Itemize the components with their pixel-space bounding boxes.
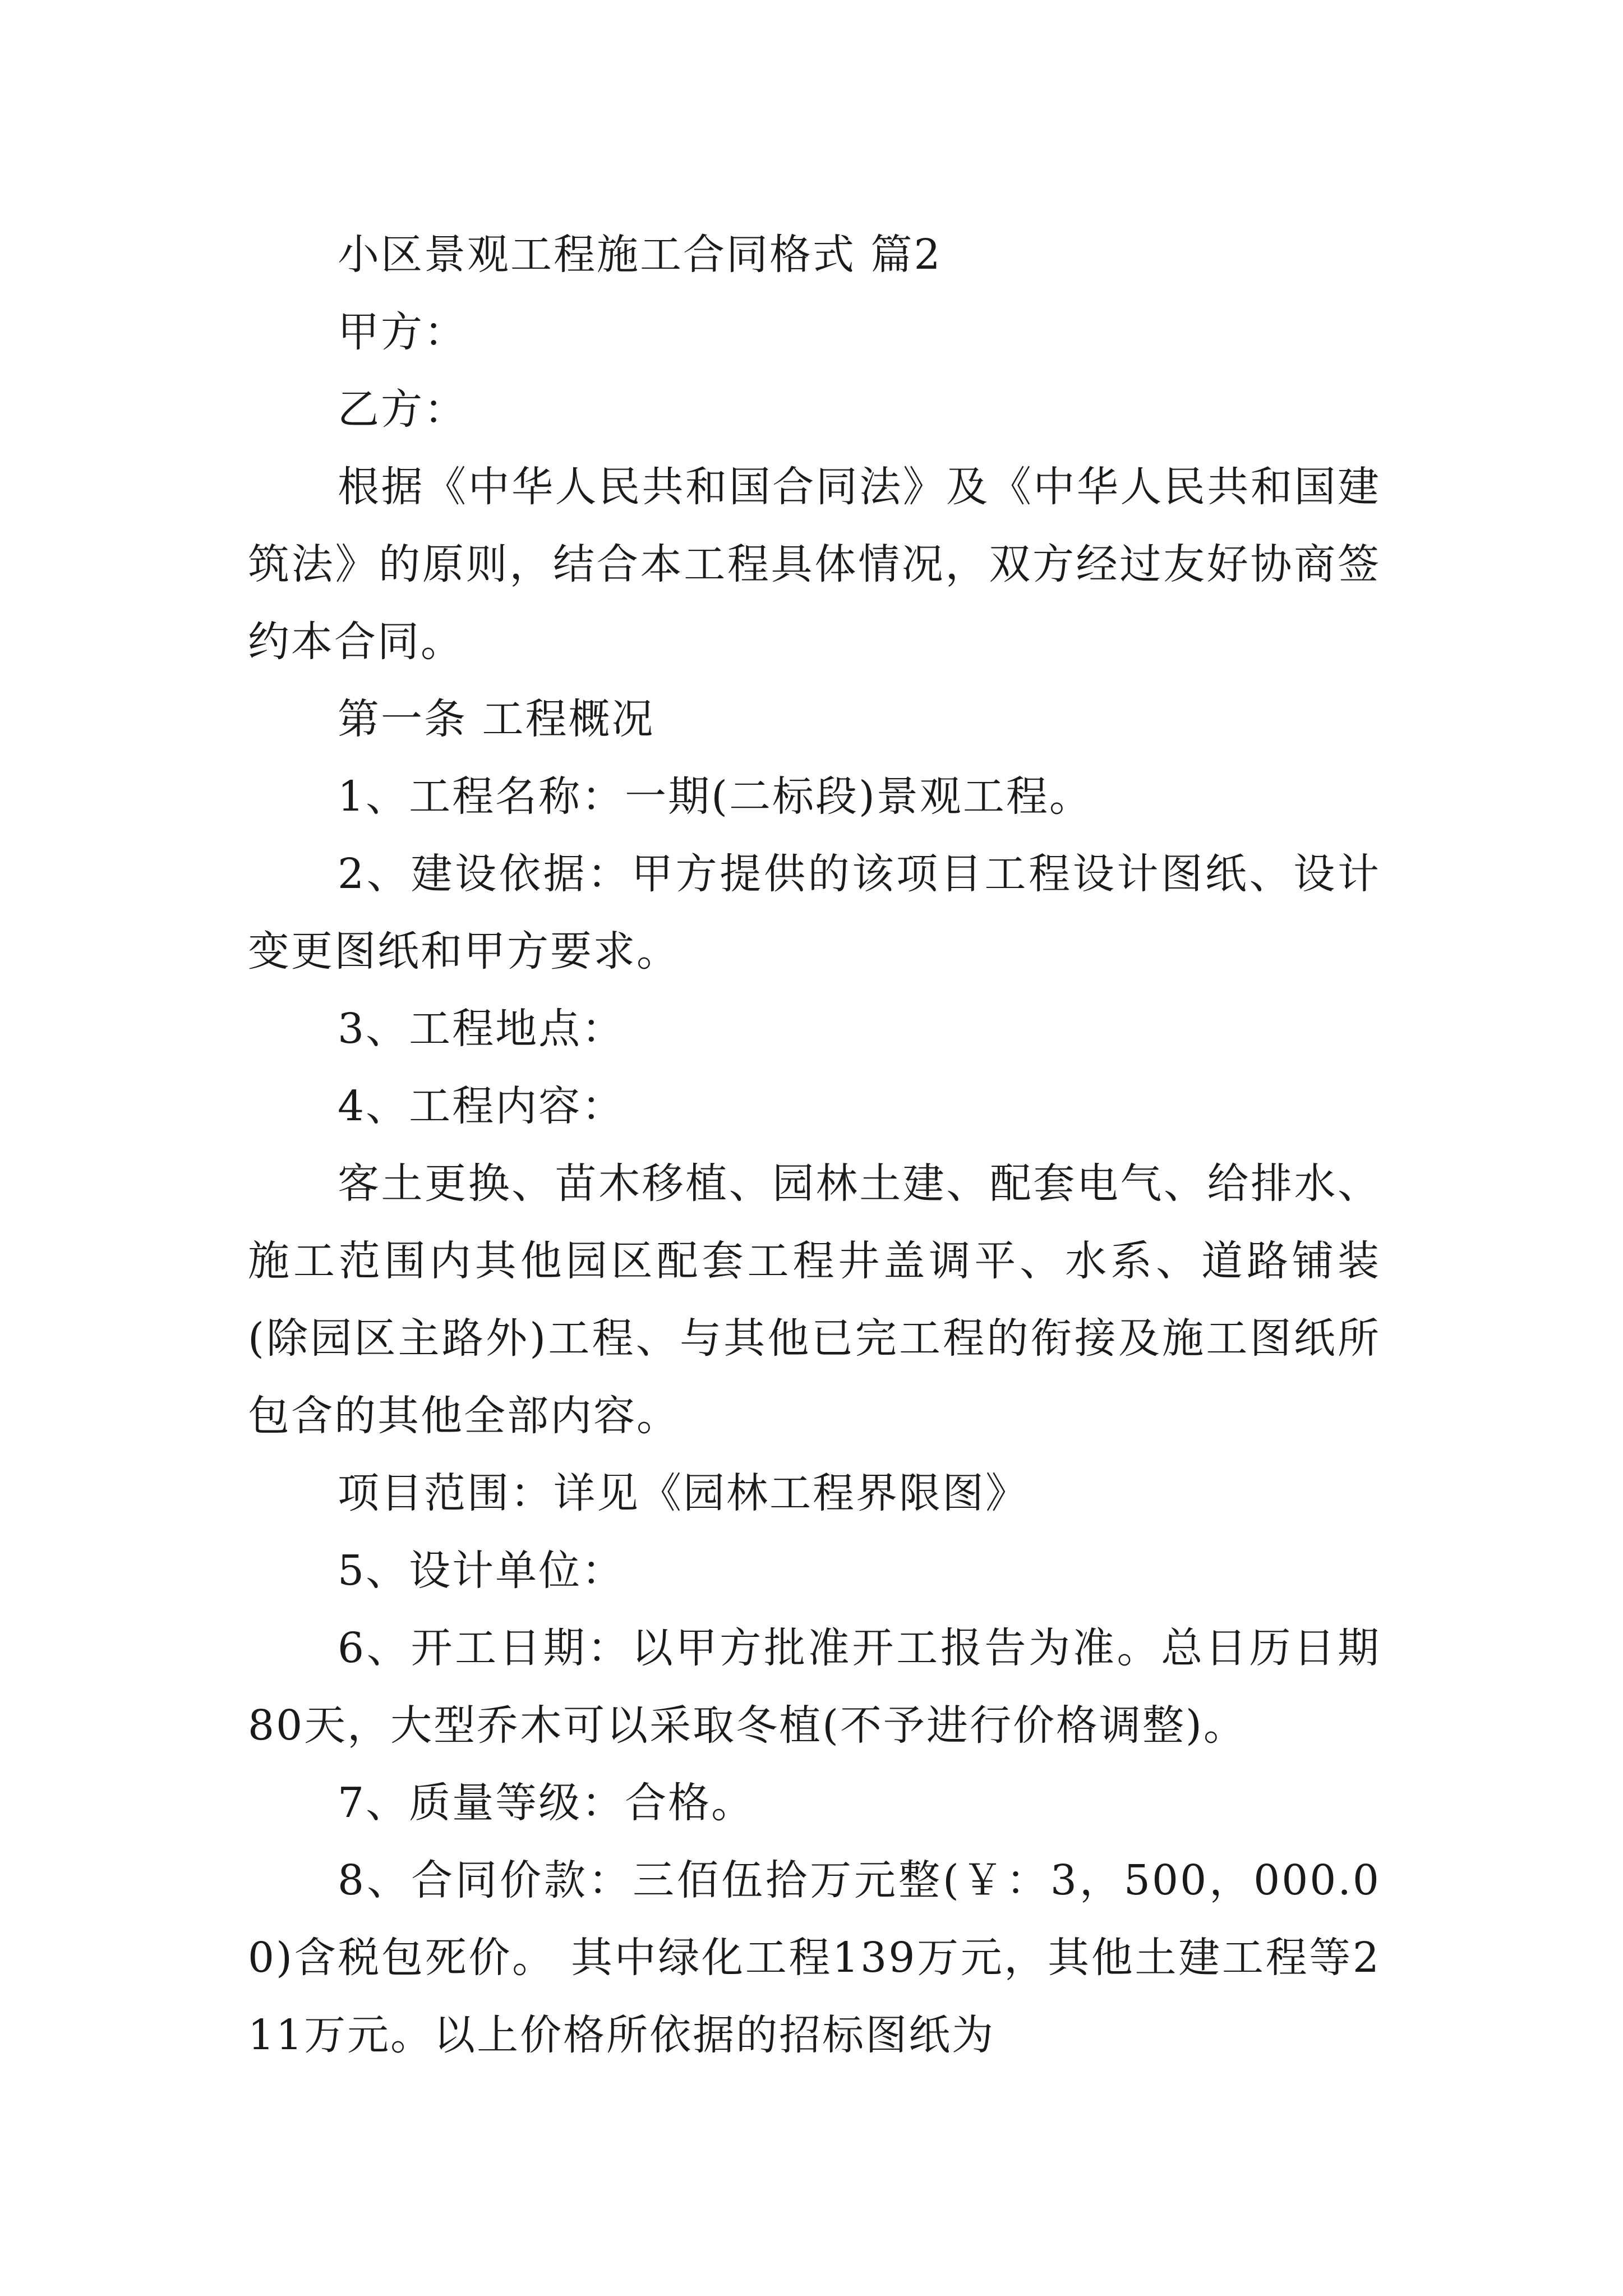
contract-price-item: 8、合同价款：三佰伍拾万元整(￥：3，500，000.00)含税包死价。 其中绿化工程139万元，其他土建工程等211万元。以上价格所依据的招标图纸为 xyxy=(248,1856,1381,2059)
project-name-item: 1、工程名称：一期(二标段)景观工程。 xyxy=(338,772,1092,821)
project-content-detail: 客土更换、苗木移植、园林土建、配套电气、给排水、施工范围内其他园区配套工程井盖调平、水系、道路铺装(除园区主路外)工程、与其他已完工程的衔接及施工图纸所包含的其他全部内容。 xyxy=(248,1159,1381,1440)
party-a-line: 甲方： xyxy=(338,308,467,356)
document-page xyxy=(248,216,1381,2074)
construction-basis-item: 2、建设依据：甲方提供的该项目工程设计图纸、设计变更图纸和甲方要求。 xyxy=(248,850,1381,976)
article-1-heading: 第一条 工程概况 xyxy=(338,695,655,743)
project-content-item: 4、工程内容： xyxy=(338,1082,625,1130)
project-scope-item: 项目范围：详见《园林工程界限图》 xyxy=(338,1469,1029,1517)
preamble-paragraph: 根据《中华人民共和国合同法》及《中华人民共和国建筑法》的原则，结合本工程具体情况，双方经过友好协商签约本合同。 xyxy=(248,463,1381,666)
design-unit-item: 5、设计单位： xyxy=(338,1547,625,1595)
quality-grade-item: 7、质量等级：合格。 xyxy=(338,1779,755,1827)
document-title: 小区景观工程施工合同格式 篇2 xyxy=(338,231,942,279)
party-b-line: 乙方： xyxy=(338,385,467,434)
start-date-item: 6、开工日期：以甲方批准开工报告为准。总日历日期80天，大型乔木可以采取冬植(不予进行价格调整)。 xyxy=(248,1624,1381,1750)
project-location-item: 3、工程地点： xyxy=(338,1005,625,1053)
